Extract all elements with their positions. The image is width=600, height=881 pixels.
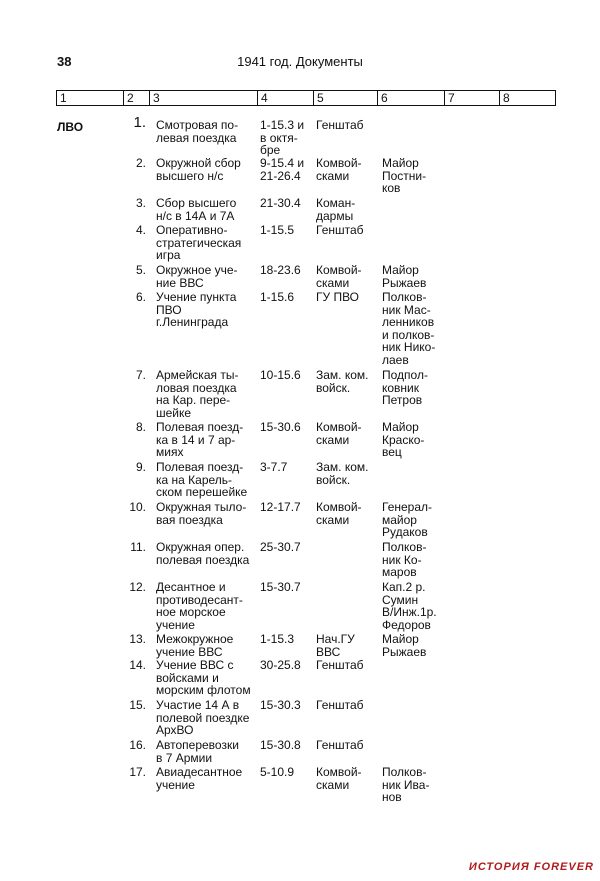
column-header-3: 3 bbox=[149, 91, 160, 105]
row-number: 8. bbox=[135, 420, 146, 434]
event-executor: Комвой- сками bbox=[316, 500, 362, 527]
event-leader: Майор Рыжаев bbox=[382, 632, 427, 659]
event-executor: Комвой- сками bbox=[316, 156, 362, 183]
event-executor: Генштаб bbox=[316, 118, 364, 132]
event-dates: 15-30.7 bbox=[260, 580, 301, 594]
event-name: Десантное и противодесант- ное морское учение bbox=[156, 580, 243, 632]
event-executor: Нач.ГУ ВВС bbox=[316, 632, 355, 659]
row-number: 4. bbox=[135, 223, 146, 237]
event-name: Сбор высшего н/с в 14А и 7А bbox=[156, 196, 237, 223]
event-executor: Генштаб bbox=[316, 698, 364, 712]
event-dates: 21-30.4 bbox=[260, 196, 301, 210]
event-executor: Коман- дармы bbox=[316, 196, 356, 223]
event-dates: 5-10.9 bbox=[260, 765, 295, 779]
event-leader: Полков- ник Ива- нов bbox=[382, 765, 430, 804]
column-header-6: 6 bbox=[377, 91, 388, 105]
event-name: Окружной сбор высшего н/с bbox=[156, 156, 241, 183]
event-dates: 9-15.4 и 21-26.4 bbox=[260, 156, 305, 183]
event-name: Окружное уче- ние ВВС bbox=[156, 263, 238, 290]
event-dates: 15-30.8 bbox=[260, 738, 301, 752]
event-executor: Комвой- сками bbox=[316, 420, 362, 447]
event-name: Межокружное учение ВВС bbox=[156, 632, 234, 659]
row-number: 7. bbox=[135, 368, 146, 382]
event-dates: 1-15.3 bbox=[260, 632, 295, 646]
event-name: Окружная опер. полевая поездка bbox=[156, 540, 250, 567]
row-number: 15. bbox=[129, 698, 146, 712]
event-name: Участие 14 А в полевой поездке АрхВО bbox=[156, 698, 250, 737]
event-executor: Генштаб bbox=[316, 738, 364, 752]
event-dates: 3-7.7 bbox=[260, 460, 288, 474]
event-name: Полевая поезд- ка в 14 и 7 ар- миях bbox=[156, 420, 244, 459]
event-name: Авиадесантное учение bbox=[156, 765, 243, 792]
row-number: 10. bbox=[129, 500, 146, 514]
event-name: Армейская ты- ловая поездка на Кар. пере- шейке bbox=[156, 368, 239, 420]
column-header-4: 4 bbox=[257, 91, 268, 105]
event-dates: 1-15.5 bbox=[260, 223, 295, 237]
event-leader: Полков- ник Мас- ленников и полков- ник Нико- лаев bbox=[382, 290, 436, 367]
row-number: 3. bbox=[135, 196, 146, 210]
event-leader: Полков- ник Ко- маров bbox=[382, 540, 427, 579]
row-number: 1. bbox=[133, 114, 146, 131]
event-name: Учение пункта ПВО г.Ленинграда bbox=[156, 290, 237, 329]
event-leader: Майор Рыжаев bbox=[382, 263, 427, 290]
row-number: 16. bbox=[129, 738, 146, 752]
column-header-row bbox=[56, 90, 556, 106]
event-dates: 30-25.8 bbox=[260, 658, 301, 672]
row-number: 6. bbox=[135, 290, 146, 304]
event-leader: Подпол- ковник Петров bbox=[382, 368, 428, 407]
event-executor: Генштаб bbox=[316, 658, 364, 672]
event-leader: Генерал- майор Рудаков bbox=[382, 500, 433, 539]
column-header-8: 8 bbox=[499, 91, 510, 105]
page-number: 38 bbox=[57, 54, 72, 69]
event-dates: 18-23.6 bbox=[260, 263, 301, 277]
row-number: 13. bbox=[129, 632, 146, 646]
event-leader: Кап.2 р. Сумин В/Инж.1р. Федоров bbox=[382, 580, 437, 632]
event-executor: ГУ ПВО bbox=[316, 290, 360, 304]
event-leader: Майор Краско- вец bbox=[382, 420, 425, 459]
column-header-5: 5 bbox=[313, 91, 324, 105]
row-number: 17. bbox=[129, 765, 146, 779]
event-dates: 25-30.7 bbox=[260, 540, 301, 554]
event-name: Смотровая по- левая поездка bbox=[156, 118, 239, 145]
event-dates: 15-30.6 bbox=[260, 420, 301, 434]
column-header-1: 1 bbox=[60, 91, 67, 105]
region-label: ЛВО bbox=[57, 120, 84, 134]
row-number: 12. bbox=[129, 580, 146, 594]
event-executor: Зам. ком. войск. bbox=[316, 368, 369, 395]
event-dates: 12-17.7 bbox=[260, 500, 301, 514]
row-number: 11. bbox=[130, 540, 146, 554]
column-header-2: 2 bbox=[123, 91, 134, 105]
event-dates: 15-30.3 bbox=[260, 698, 301, 712]
event-leader: Майор Постни- ков bbox=[382, 156, 427, 195]
row-number: 14. bbox=[129, 658, 146, 672]
event-dates: 1-15.3 и в октя- бре bbox=[260, 118, 305, 157]
event-name: Оперативно- стратегическая игра bbox=[156, 223, 242, 262]
event-dates: 1-15.6 bbox=[260, 290, 295, 304]
row-number: 9. bbox=[135, 460, 146, 474]
event-executor: Генштаб bbox=[316, 223, 364, 237]
event-name: Учение ВВС с войсками и морским флотом bbox=[156, 658, 251, 697]
event-executor: Комвой- сками bbox=[316, 263, 362, 290]
row-number: 5. bbox=[135, 263, 146, 277]
event-name: Окружная тыло- вая поездка bbox=[156, 500, 247, 527]
event-name: Полевая поезд- ка на Карель- ском перешейке bbox=[156, 460, 248, 499]
watermark-label: ИСТОРИЯ FOREVER bbox=[468, 861, 594, 873]
event-executor: Зам. ком. войск. bbox=[316, 460, 369, 487]
page-header: 1941 год. Документы bbox=[237, 54, 363, 69]
row-number: 2. bbox=[135, 156, 146, 170]
event-dates: 10-15.6 bbox=[260, 368, 301, 382]
event-name: Автоперевозки в 7 Армии bbox=[156, 738, 239, 765]
event-executor: Комвой- сками bbox=[316, 765, 362, 792]
column-header-7: 7 bbox=[444, 91, 455, 105]
